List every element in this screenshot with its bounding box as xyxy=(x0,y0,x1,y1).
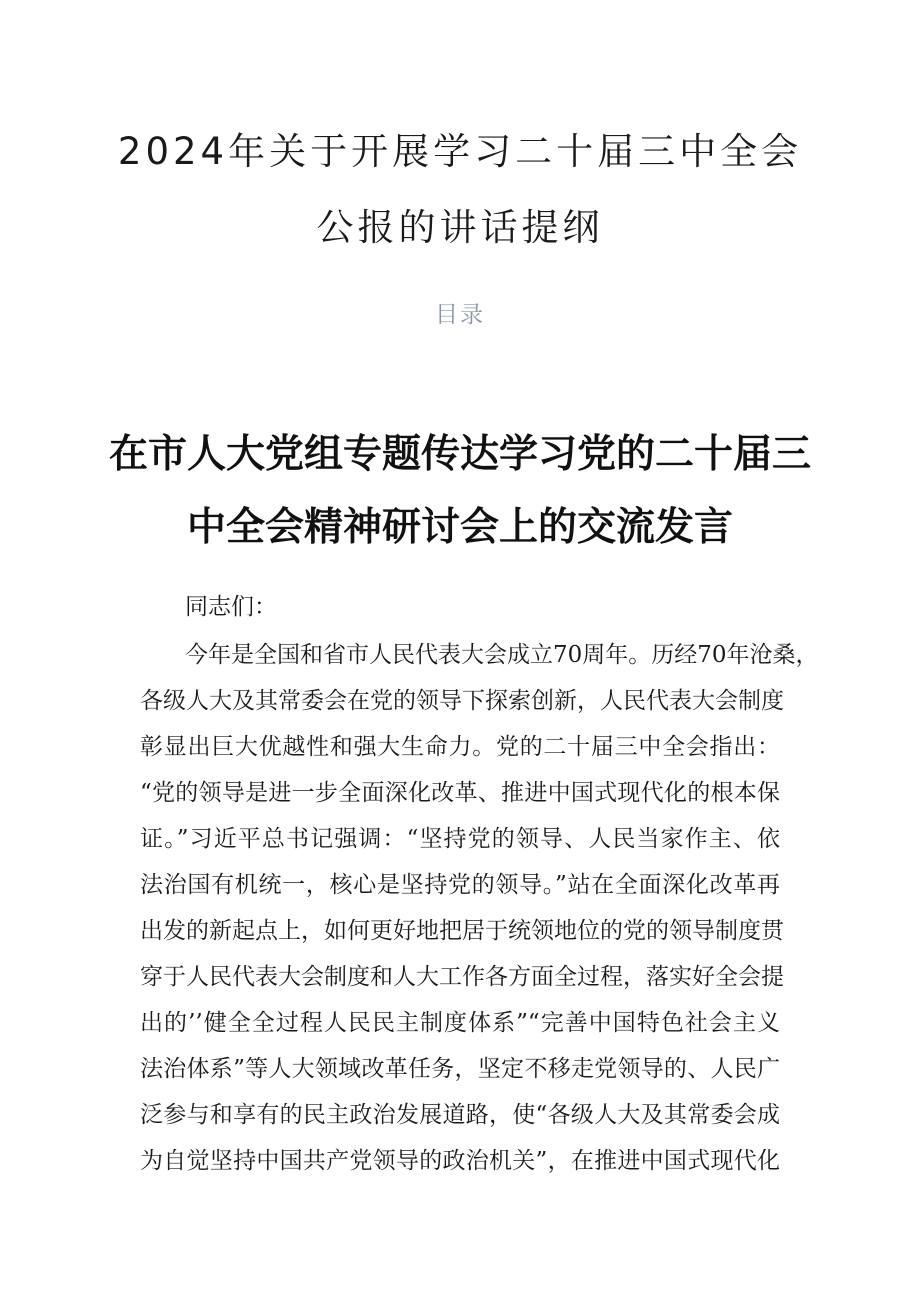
body-text-line: 为自觉坚持中国共产党领导的政治机关”，在推进中国式现代化 xyxy=(140,1148,780,1174)
body-text-line: 各级人大及其常委会在党的领导下探索创新，人民代表大会制度 xyxy=(140,688,784,714)
body-text-line: 出发的新起点上，如何更好地把居于统领地位的党的领导制度贯 xyxy=(140,918,784,944)
body-text-line: 今年是全国和省市人民代表大会成立70周年。历经70年沧桑， xyxy=(185,642,819,668)
document-title-line-2: 公报的讲话提纲 xyxy=(316,206,604,249)
body-text-line: “党的领导是进一步全面深化改革、推进中国式现代化的根本保 xyxy=(140,780,780,806)
body-text-line: 穿于人民代表大会制度和人大工作各方面全过程，落实好全会提 xyxy=(140,964,784,990)
body-text-line: 出的’’健全全过程人民民主制度体系”“完善中国特色社会主义 xyxy=(140,1010,780,1036)
body-text-line: 法治国有机统一，核心是坚持党的领导。”站在全面深化改革再 xyxy=(140,872,780,898)
document-title-line-1: 2024年关于开展学习二十届三中全会 xyxy=(117,130,803,173)
body-text-line: 证。”习近平总书记强调：“坚持党的领导、人民当家作主、依 xyxy=(140,826,780,852)
table-of-contents-label[interactable]: 目录 xyxy=(435,302,485,328)
body-text-line: 法治体系”等人大领域改革任务，坚定不移走党领导的、人民广 xyxy=(140,1056,780,1082)
salutation: 同志们： xyxy=(185,594,277,620)
body-text-line: 泛参与和享有的民主政治发展道路，使“各级人大及其常委会成 xyxy=(140,1102,780,1128)
section-title-line-1: 在市人大党组专题传达学习党的二十届三 xyxy=(108,432,811,477)
body-text-line: 彰显出巨大优越性和强大生命力。党的二十届三中全会指出： xyxy=(140,734,780,760)
section-title-line-2: 中全会精神研讨会上的交流发言 xyxy=(186,505,733,550)
